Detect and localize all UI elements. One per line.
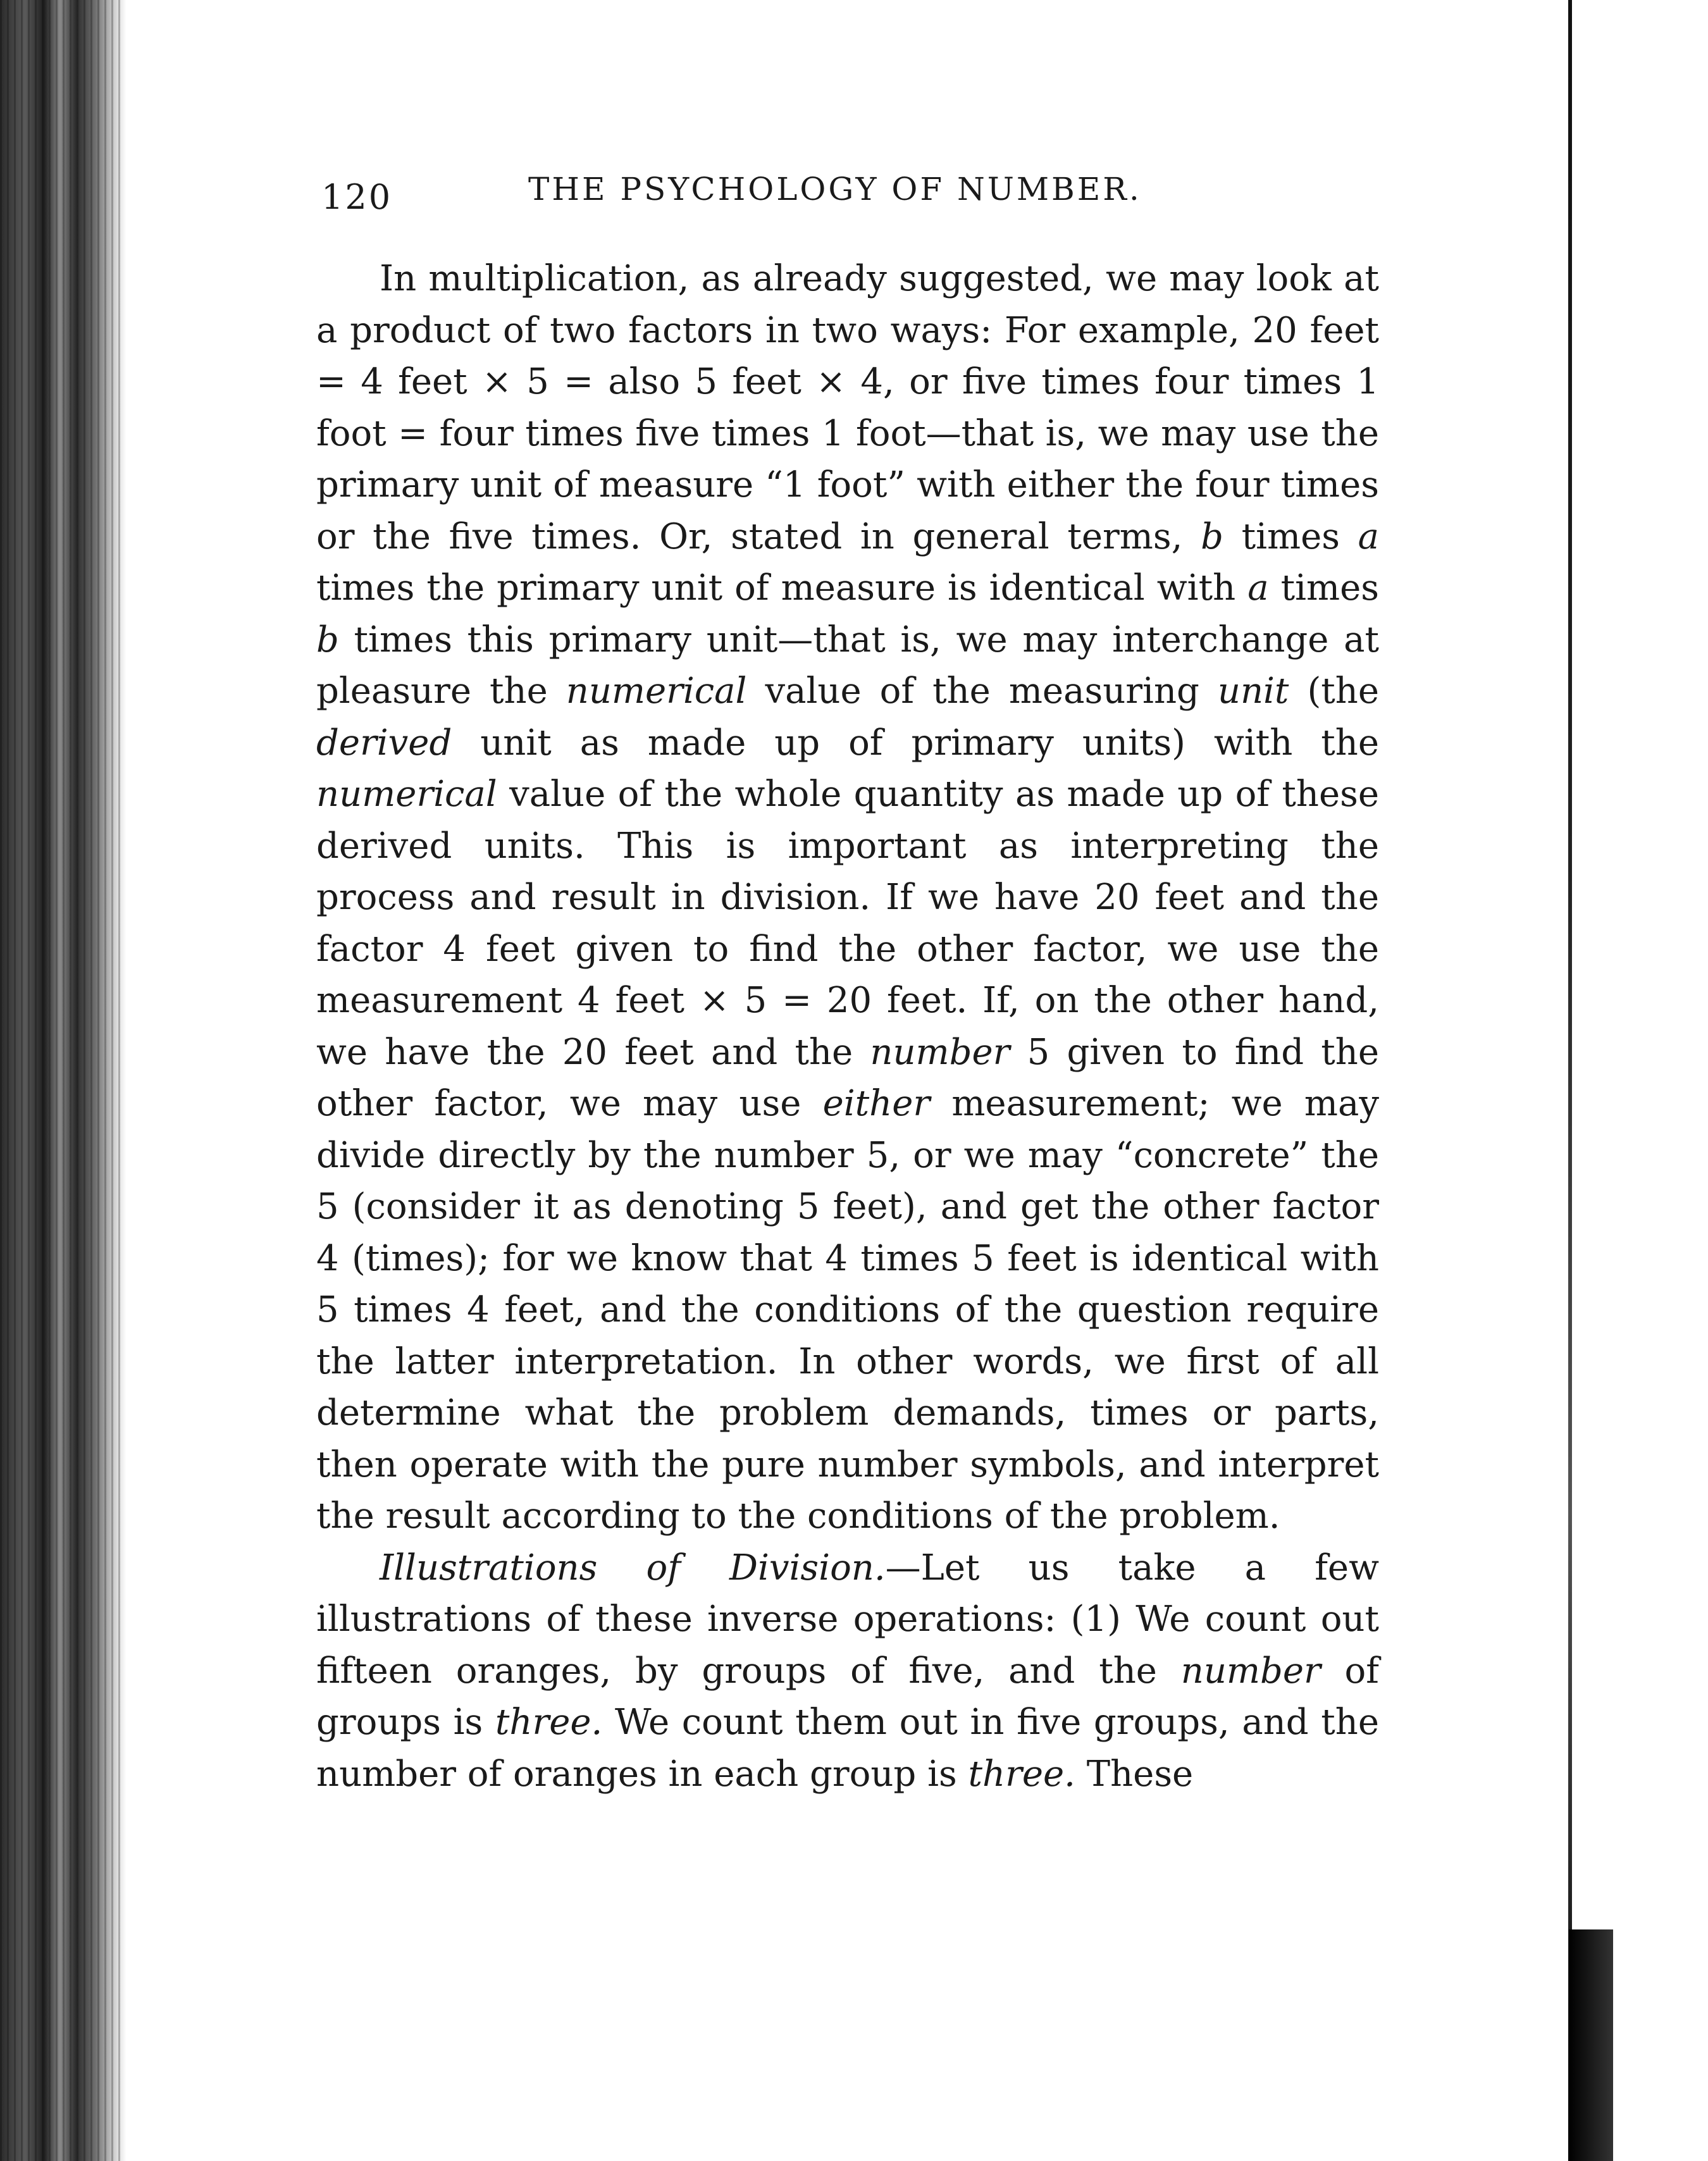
italic-text-run: three. bbox=[495, 1702, 603, 1743]
book-page-edges-lines bbox=[0, 0, 120, 2161]
text-run: times the primary unit of measure is identical with bbox=[316, 567, 1248, 609]
italic-text-run: derived bbox=[316, 722, 452, 764]
italic-text-run: unit bbox=[1217, 671, 1289, 712]
text-run: value of the whole quantity as made up of these derived units. This is important as interpreting the process and result in division. If we have 20 feet and the factor 4 feet given to find the other factor, we use the measurement 4 feet × 5 = 20 feet. If, on the other hand, we have the 20 feet and the bbox=[316, 774, 1379, 1073]
italic-text-run: numerical bbox=[566, 671, 747, 712]
page-number: 120 bbox=[321, 177, 393, 217]
book-margin-right bbox=[1563, 0, 1708, 2161]
italic-text-run: a bbox=[1358, 516, 1379, 557]
paragraph-illustrations-of-division bbox=[316, 1542, 1379, 1800]
text-run: In multiplication, as already suggested, we may look at a product of two factors in two ways: For example, 20 feet = 4 feet × 5 = also 5 feet × 4, or five times four times 1 foot = four times five times 1 foot—that is, we may use the primary unit of measure “1 foot” with either the four times or the five times. Or, stated in general terms, bbox=[316, 258, 1379, 557]
italic-text-run: number bbox=[1180, 1650, 1321, 1692]
text-run: value of the measuring bbox=[746, 671, 1218, 712]
text-run: times this primary unit—that is, we may interchange at pleasure the bbox=[316, 619, 1379, 712]
text-run: measurement; we may divide directly by the number 5, or we may “concrete” the 5 (consider it as denoting 5 feet), and get the other factor 4 (times); for we know that 4 times 5 feet is identical with 5 times 4 feet, and the conditions of the question require the latter interpretation. In other words, we first of all determine what the problem demands, times or parts, then operate with the pure number symbols, and interpret the result according to the conditions of the problem. bbox=[316, 1083, 1379, 1537]
text-run: (the bbox=[1289, 671, 1380, 712]
paragraph-multiplication bbox=[316, 253, 1379, 1542]
text-run: —Let us take a few illustrations of these inverse operations: (1) We count out fifteen oranges, by groups of five, and the bbox=[316, 1547, 1380, 1692]
running-head bbox=[316, 158, 1379, 215]
italic-text-run: either bbox=[822, 1083, 931, 1124]
italic-text-run: b bbox=[316, 619, 339, 660]
text-run: These bbox=[1075, 1753, 1194, 1795]
text-run: We count them out in five groups, and the number of oranges in each group is bbox=[316, 1702, 1379, 1795]
italic-text-run: Illustrations of Division. bbox=[380, 1547, 886, 1588]
text-run: unit as made up of primary units) with the bbox=[452, 722, 1379, 764]
italic-text-run: numerical bbox=[316, 774, 497, 815]
book-page bbox=[316, 158, 1379, 1800]
italic-text-run: number bbox=[870, 1031, 1010, 1073]
italic-text-run: a bbox=[1247, 567, 1269, 609]
italic-text-run: b bbox=[1201, 516, 1223, 557]
body-text bbox=[316, 253, 1379, 1800]
book-gutter-shadow bbox=[1569, 1929, 1613, 2161]
text-run: 5 given to find the other factor, we may use bbox=[316, 1031, 1379, 1124]
running-title: THE PSYCHOLOGY OF NUMBER. bbox=[528, 171, 1142, 207]
text-run: of groups is bbox=[316, 1650, 1380, 1743]
text-run: times bbox=[1223, 516, 1358, 557]
book-gutter-line bbox=[1568, 0, 1572, 2161]
text-run: times bbox=[1268, 567, 1379, 609]
italic-text-run: three. bbox=[968, 1753, 1075, 1795]
